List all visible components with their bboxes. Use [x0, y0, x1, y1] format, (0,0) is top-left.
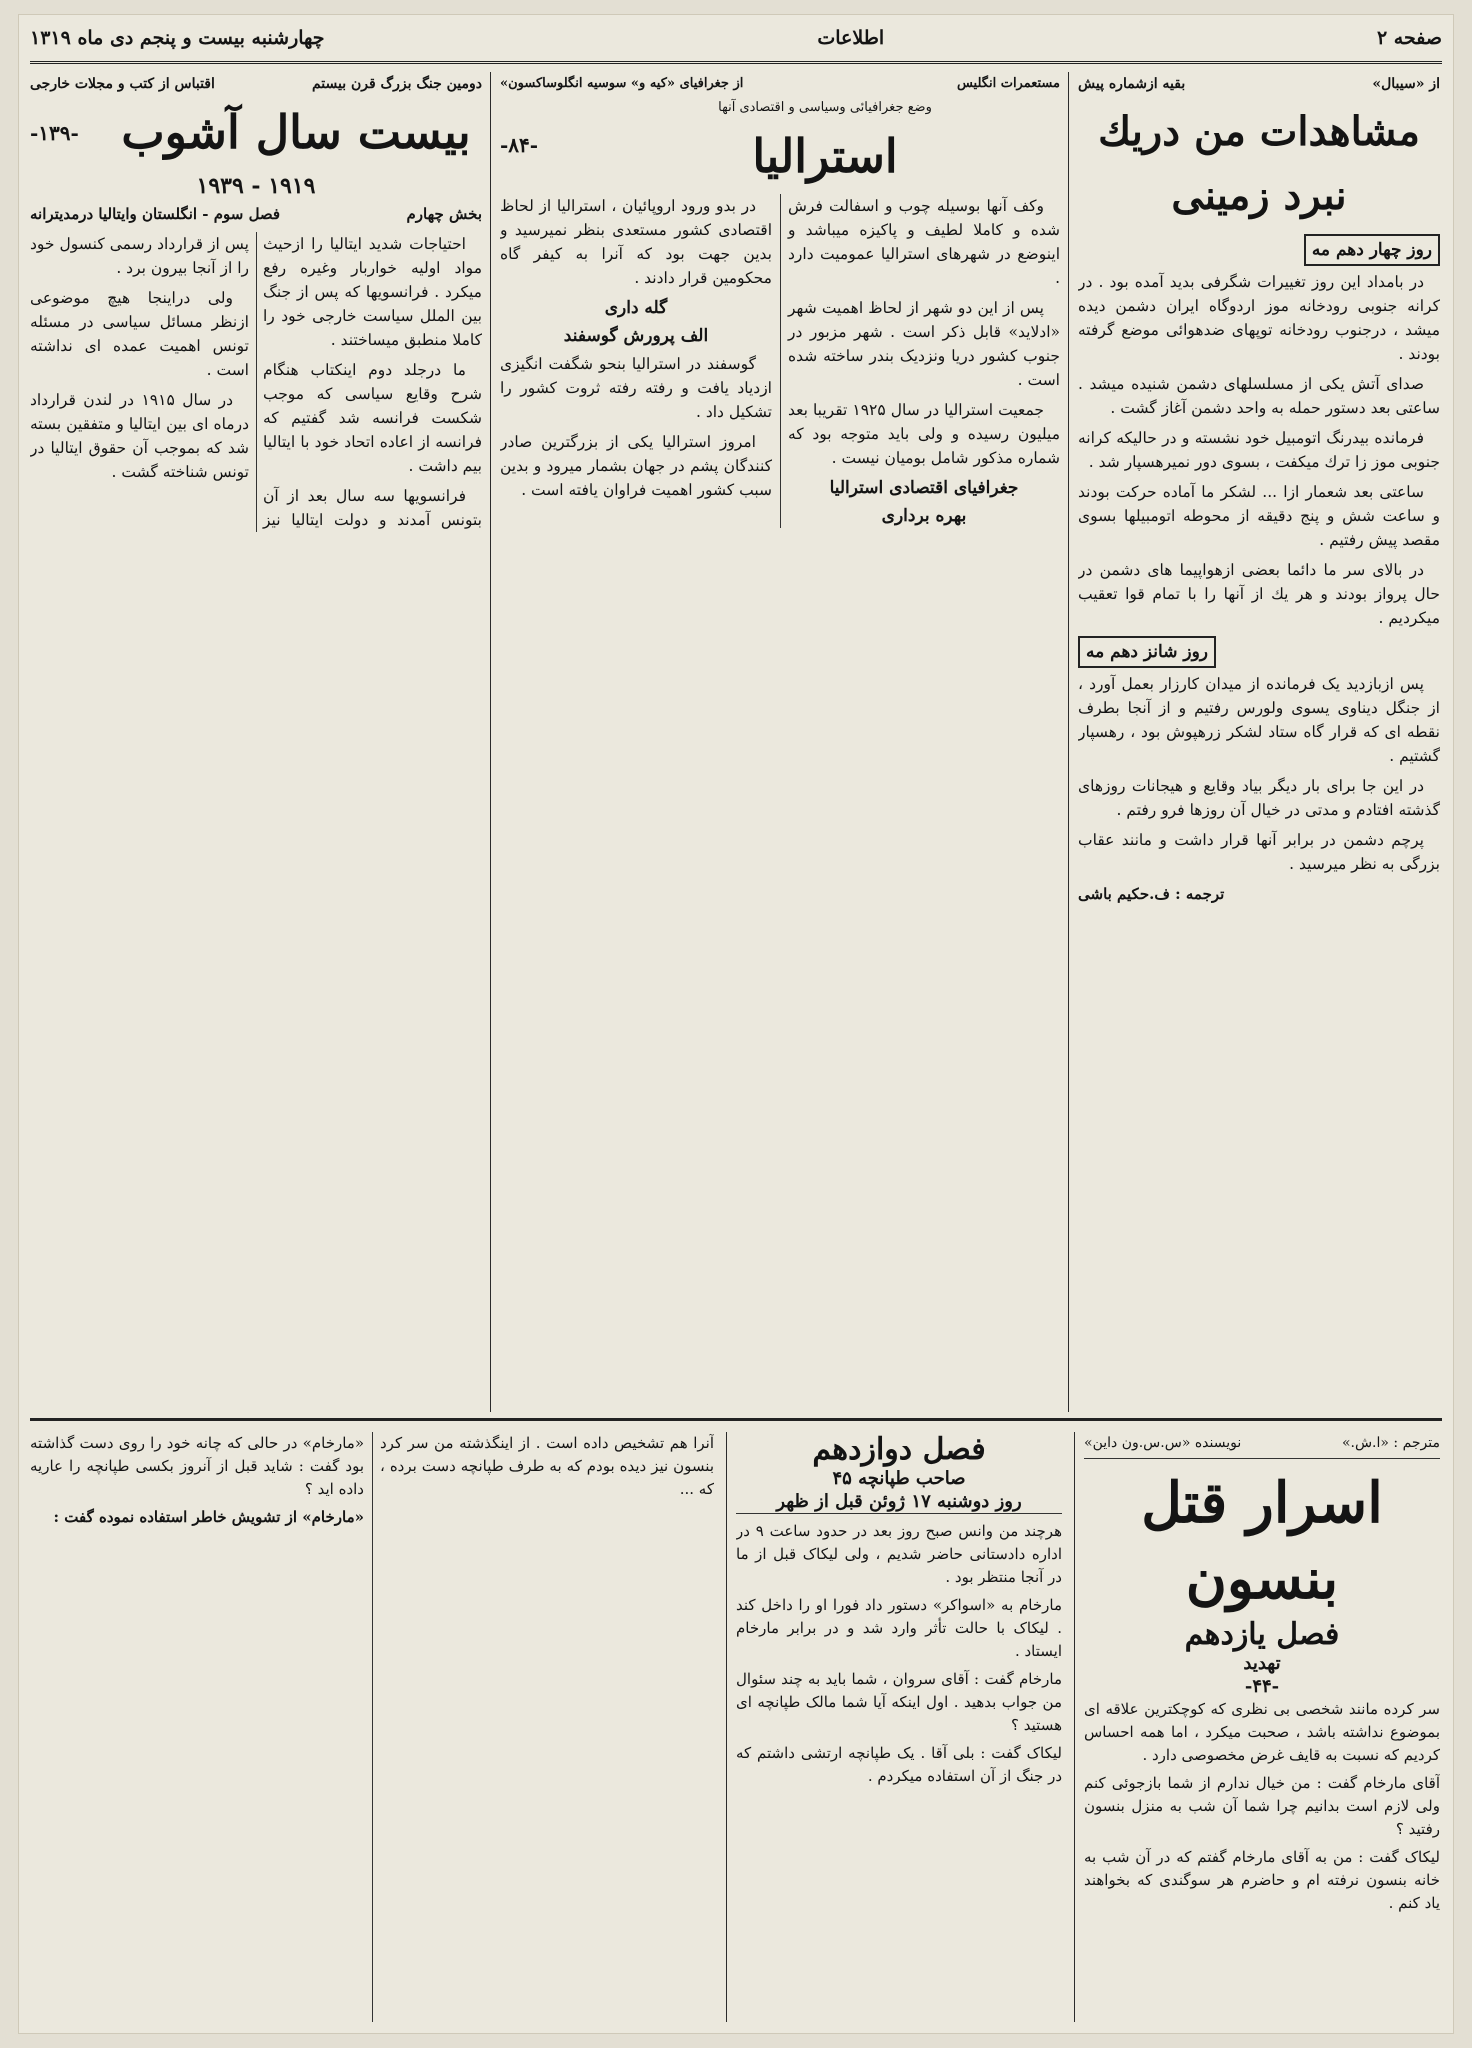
paragraph: ما درجلد دوم اینکتاب هنگام شرح وقایع سیاسی که موجب شکست فرانسه شد گفتیم که فرانسه از اعاده اتحاد خود با ایتالیا بیم داشت . — [263, 361, 482, 475]
issue-date: چهارشنبه بیست و پنجم دی ماه ۱۳۱۹ — [30, 26, 325, 49]
paragraph: در بامداد این روز تغییرات شگرفی بدید آمده بود . در کرانه جنوبی رودخانه موز اردوگاه ایران دشمن دیده میشد ، درجنوب رودخانه توپهای ضدهوائی موضع گرفته بودند . — [1078, 273, 1440, 363]
chapter-12-date: روز دوشنبه ۱۷ ژوئن قبل از ظهر — [736, 1490, 1062, 1514]
paragraph: فرانسویها سه سال بعد از آن بتونس آمدند و دولت ایتالیا نیز پس از قرارداد رسمی کنسول خود را از آنجا بیرون برد . — [30, 235, 482, 529]
column-rule — [1074, 1432, 1075, 2022]
paragraph: وکف آنها بوسیله چوب و اسفالت فرش شده و کاملا لطیف و پاکیزه میباشد و اینوضع در شهرهای استرالیا عمومیت دارد . — [788, 197, 1060, 287]
paragraph: هرچند من وانس صبح روز بعد در حدود ساعت ۹ در اداره دادستانی حاضر شدیم ، ولی لیکاک قبل از ما در آنجا منتظر بود . — [736, 1522, 1062, 1586]
years-range: ۱۹۱۹ - ۱۹۳۹ — [196, 173, 316, 199]
day-label: روز چهار دهم مه — [1304, 234, 1440, 266]
paragraph: آنرا هم تشخیص داده است . از اینگذشته من سر کرد بنسون نیز دیده بودم که به طرف طپانچه دست برده ، که ... — [380, 1434, 714, 1498]
page-number: صفحه ۲ — [1376, 26, 1442, 49]
serial-chapter-12 — [736, 1432, 1062, 2022]
paragraph: مارخام به «اسواکر» دستور داد فورا او را داخل کند . لیکاک با حالت تأثر وارد شد و در برابر مارخام ایستاد . — [736, 1596, 1062, 1660]
headline-australia: استرالیا — [752, 129, 898, 183]
masthead — [30, 14, 1442, 64]
series-label: از جغرافیای «کیه و» سوسیه انگلوساکسون» — [500, 76, 744, 91]
article-australia — [500, 72, 1060, 1412]
subtitle: وضع جغرافیائی وسیاسی و اقتصادی آنها — [718, 100, 932, 115]
paragraph: لیکاک گفت : بلی آقا . یک طپانچه ارتشی داشتم که در جنگ از آن استفاده میکردم . — [736, 1744, 1062, 1785]
paragraph: امروز استرالیا یکی از بزرگترین صادر کنندگان پشم در جهان بشمار میرود و بدین سبب کشور اهمیت فراوان یافته است . — [500, 433, 772, 499]
paragraph: پرچم دشمن در برابر آنها قرار داشت و مانند عقاب بزرگی به نظر میرسید . — [1078, 831, 1440, 873]
translator-credit: ترجمه : ف.حکیم باشی — [1078, 885, 1225, 903]
chapter-label: فصل سوم - انگلستان وایتالیا درمدیترانه — [30, 205, 281, 223]
section-heading: جغرافیای اقتصادی استرالیا — [829, 478, 1019, 498]
episode-number: -۱۳۹- — [30, 121, 79, 145]
paragraph: صدای آتش یکی از مسلسلهای دشمن شنیده میشد . ساعتی بعد دستور حمله به واحد دشمن آغاز گشت . — [1078, 375, 1440, 417]
paragraph: در بدو ورود اروپائیان ، استرالیا از لحاظ اقتصادی کشور مستعدی بنظر نمیرسید و بدین جهت بود که آنرا به کیفر گاه محکومین قرار دادند . — [500, 197, 772, 287]
article-observations — [1078, 72, 1440, 1412]
paragraph: در بالای سر ما دائما بعضی ازهواپیما های دشمن در حال پرواز بودند و هر یك از آنها را با تمام قوا تعقیب میکردیم . — [1078, 561, 1440, 627]
paragraph: جمعیت استرالیا در سال ۱۹۲۵ تقریبا بعد میلیون رسیده و ولی باید متوجه بود که شماره مذکور شامل بومیان نیست . — [788, 401, 1060, 467]
paragraph: سر کرده مانند شخصی بی نظری که کوچکترین علاقه ای بموضوع نداشته باشد ، صحبت میکرد ، اما همه احساس کردیم که نسبت به قایف غرض مخصوصی دارد . — [1084, 1700, 1440, 1764]
section-heading: بهره برداری — [881, 506, 967, 526]
paragraph: ولی دراینجا هیچ موضوعی ازنظر مسائل سیاسی در مسئله تونس اهمیت عمده ای نداشته است . — [30, 289, 249, 379]
translator-label: مترجم : «ا.ش.» — [1341, 1435, 1440, 1451]
paragraph: «مارخام» از تشویش خاطر استفاده نموده گفت : — [53, 1508, 364, 1526]
kicker-right: دومین جنگ بزرگ قرن بیستم — [311, 76, 482, 92]
paper-name: اطلاعات — [817, 26, 885, 49]
serial-continuation — [30, 1432, 714, 2022]
kicker: مستعمرات انگلیس — [956, 76, 1060, 91]
headline-war: بیست سال آشوب — [121, 105, 471, 159]
day-label-2: روز شانز دهم مه — [1078, 636, 1216, 668]
paragraph: در سال ۱۹۱۵ در لندن قرارداد درماه ای بین ایتالیا و متفقین بسته شد که بموجب آن حقوق ایتالیا در تونس شناخته گشت . — [30, 391, 249, 481]
serial-subheading: تهدید — [1243, 1653, 1281, 1674]
paragraph: لیکاک گفت : من به آقای مارخام گفتم که در آن شب به خانه بنسون نرفته ام و حاضرم هر سوگندی که بخواهند یاد کنم . — [1084, 1848, 1440, 1912]
source-label: از «سیبال» — [1372, 76, 1440, 92]
section-divider — [30, 1418, 1442, 1421]
column-rule — [726, 1432, 727, 2022]
chapter-12-title: فصل دوازدهم — [812, 1432, 986, 1467]
column-rule — [1068, 72, 1069, 1412]
continued-label: بقیه ازشماره پیش — [1078, 76, 1186, 92]
serial-title-block — [1084, 1432, 1440, 2022]
chapter-12-subtitle: صاحب طپانچه ۴۵ — [832, 1468, 966, 1489]
section-heading: الف پرورش گوسفند — [563, 326, 709, 346]
serial-chapter: فصل یازدهم — [1184, 1617, 1340, 1652]
paragraph: در این جا برای بار دیگر بیاد وقایع و هیجانات روزهای گذشته افتادم و مدتی در خیال آن روزها فرو رفتم . — [1078, 777, 1440, 819]
paragraph: احتیاجات شدید ایتالیا را ازحیث مواد اولیه خواربار وغیره رفع میکرد . فرانسویها که پس از جنگ بین الملل سیاست خارجی خود را کاملا منطبق میساختند . — [263, 235, 482, 349]
section-label: بخش چهارم — [406, 205, 482, 223]
section-heading: گله داری — [604, 298, 668, 318]
paragraph: پس ازبازدید یک فرمانده از میدان کارزار بعمل آورد ، از جنگل دیناوی یسوی ولورس رفتیم و از آنجا بطرف نقطه ای که قرار گاه ستاد لشکر زرهپوش بود ، رهسپار گشتیم . — [1078, 675, 1440, 765]
paragraph: آقای مارخام گفت : من خیال ندارم از شما بازجوئی کنم ولی لازم است بدانیم چرا شما آن شب به منزل بنسون رفتید ؟ — [1084, 1774, 1440, 1838]
paragraph: گوسفند در استرالیا بنحو شگفت انگیزی ازدیاد یافت و رفته رفته ثروت کشور را تشکیل داد . — [500, 355, 772, 421]
episode-number: -۸۴- — [500, 133, 539, 157]
paragraph: «مارخام» در حالی که چانه خود را روی دست گذاشته بود گفت : شاید قبل از آنروز بکسی طپانچه را عاریه داده اید ؟ — [30, 1434, 364, 1498]
paragraph: ساعتی بعد شعمار ازا ... لشکر ما آماده حرکت بودند و ساعت شش و پنج دقیقه از محوطه اتومبیلها بسوی مقصد پیش رفتیم . — [1078, 483, 1440, 549]
paragraph: مارخام گفت : آقای سروان ، شما باید به چند سئوال من جواب بدهید . اول اینکه آیا شما مالک طپانچه ای هستید ؟ — [736, 1670, 1062, 1734]
column-rule — [490, 72, 491, 1412]
serial-number: -۴۴- — [1244, 1676, 1280, 1697]
serial-headline: اسرار قتل بنسون — [1141, 1470, 1383, 1612]
paragraph: فرمانده بیدرنگ اتومبیل خود نشسته و در حالیکه کرانه جنوبی موز زا ترك میکفت ، بسوی دور نمیرهسپار شد . — [1078, 429, 1440, 471]
author-label: نویسنده «س.س.ون داین» — [1084, 1435, 1242, 1451]
headline-observations: مشاهدات من دریك نبرد زمینی — [1098, 108, 1420, 219]
paragraph: پس از این دو شهر از لحاظ اهمیت شهر «ادلاید» قابل ذکر است . شهر مزبور در جنوب کشور دریا ونزدیک بندر ساخته شده است . — [788, 299, 1060, 389]
kicker-left: اقتباس از کتب و مجلات خارجی — [30, 76, 215, 92]
article-war — [30, 72, 482, 1412]
